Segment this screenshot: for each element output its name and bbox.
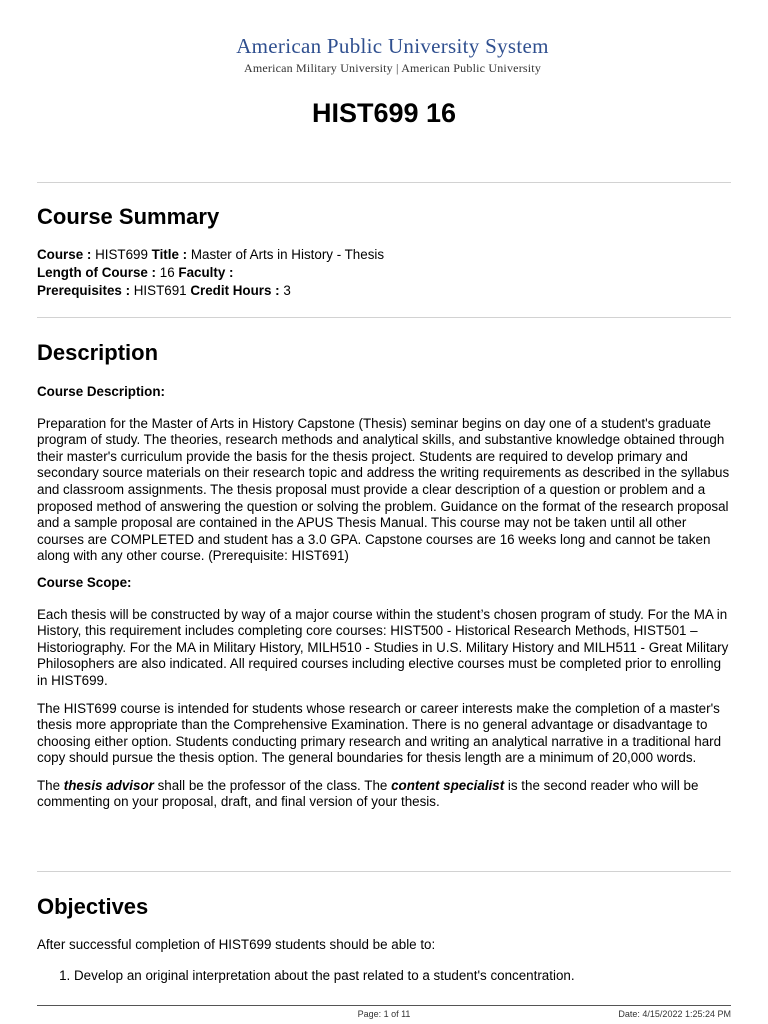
faculty-label: Faculty : (178, 265, 234, 281)
objectives-heading: Objectives (37, 894, 149, 919)
length-line (37, 265, 731, 282)
course-label: Course : (37, 247, 92, 262)
title-value: Master of Arts in History - Thesis (190, 247, 385, 262)
description-heading: Description (37, 340, 159, 365)
apus-logo (37, 34, 731, 76)
footer-divider (37, 1005, 731, 1006)
credit-label: Credit Hours : (190, 283, 280, 299)
document-title: HIST699 16 (311, 98, 457, 128)
course-summary-heading: Course Summary (37, 204, 220, 229)
logo-sub-text: American Military University | American Public University (243, 61, 542, 75)
prereq-value: HIST691 (133, 283, 187, 299)
description-block (37, 384, 731, 811)
course-description-text: Preparation for the Master of Arts in History Capstone (Thesis) seminar begins on day one of a student's graduate program of study. The theories, research methods and analytical skills, and substantive knowledge obtained through their master's curriculum provide the basis for the thesis project. Students are required to develop primary and secondary source materials on their research topic and address the writing requirements as described in the syllabus and classroom assignments. The thesis proposal must provide a clear description of a question or problem and a proposed method of answering the question or solving the problem. Guidance on the format of the research proposal and a sample proposal are contained in the APUS Thesis Manual. This course may not be taken until all other courses are COMPLETED and student has a 3.0 GPA. Capstone courses are 16 weeks long and cannot be taken along with any other course. (Prerequisite: HIST691) (37, 415, 730, 564)
advisor-paragraph (37, 778, 731, 811)
prereq-label: Prerequisites : (37, 283, 131, 299)
objectives-intro: After successful completion of HIST699 students should be able to: (37, 937, 436, 952)
objectives-list (37, 968, 731, 985)
divider (37, 182, 731, 183)
advisor-pre: The (37, 777, 64, 793)
list-item: 1. Develop an original interpretation about the past related to a student's concentration. (74, 968, 731, 985)
divider (37, 317, 731, 318)
prereq-line (37, 283, 731, 300)
credit-value: 3 (283, 283, 291, 299)
content-specialist-term: content specialist (391, 777, 505, 793)
course-value: HIST699 (95, 247, 148, 262)
length-label: Length of Course : (37, 265, 157, 281)
title-label: Title : (151, 247, 188, 262)
length-value: 16 (159, 265, 175, 281)
advisor-mid: shall be the professor of the class. The (153, 777, 392, 793)
thesis-advisor-term: thesis advisor (63, 777, 154, 793)
objectives-block (37, 937, 731, 984)
scope-paragraph-1: Each thesis will be constructed by way of a major course within the student’s chosen program of study. For the MA in History, this requirement includes completing core courses: HIST500 - Historical Research Methods, HIST501 – Historiography. For the MA in Military History, MILH510 - Studies in U.S. Military History and MILH511 - Great Military Philosophers are also indicated. All required courses including elective courses must be completed prior to enrolling in HIST699. (37, 606, 729, 688)
logo-main-text: American Public University System (236, 34, 549, 58)
course-line (37, 247, 731, 264)
course-scope-label: Course Scope: (37, 574, 132, 590)
footer-date: Date: 4/15/2022 1:25:24 PM (618, 1009, 731, 1019)
course-summary-block (37, 247, 731, 300)
advisor-post: is the second reader who will be commenting on your proposal, draft, and final version of your thesis. (37, 777, 699, 810)
divider (37, 871, 731, 872)
scope-paragraph-2: The HIST699 course is intended for students whose research or career interests make the completion of a master's thesis more appropriate than the Comprehensive Examination. There is no general advantage or disadvantage to choosing either option. Students conducting primary research and writing an analytical narrative in a traditional hard copy should pursue the thesis option. The general boundaries for thesis length are a minimum of 20,000 words. (37, 700, 722, 766)
footer-page-number: Page: 1 of 11 (357, 1009, 411, 1019)
course-description-label: Course Description: (37, 384, 165, 399)
